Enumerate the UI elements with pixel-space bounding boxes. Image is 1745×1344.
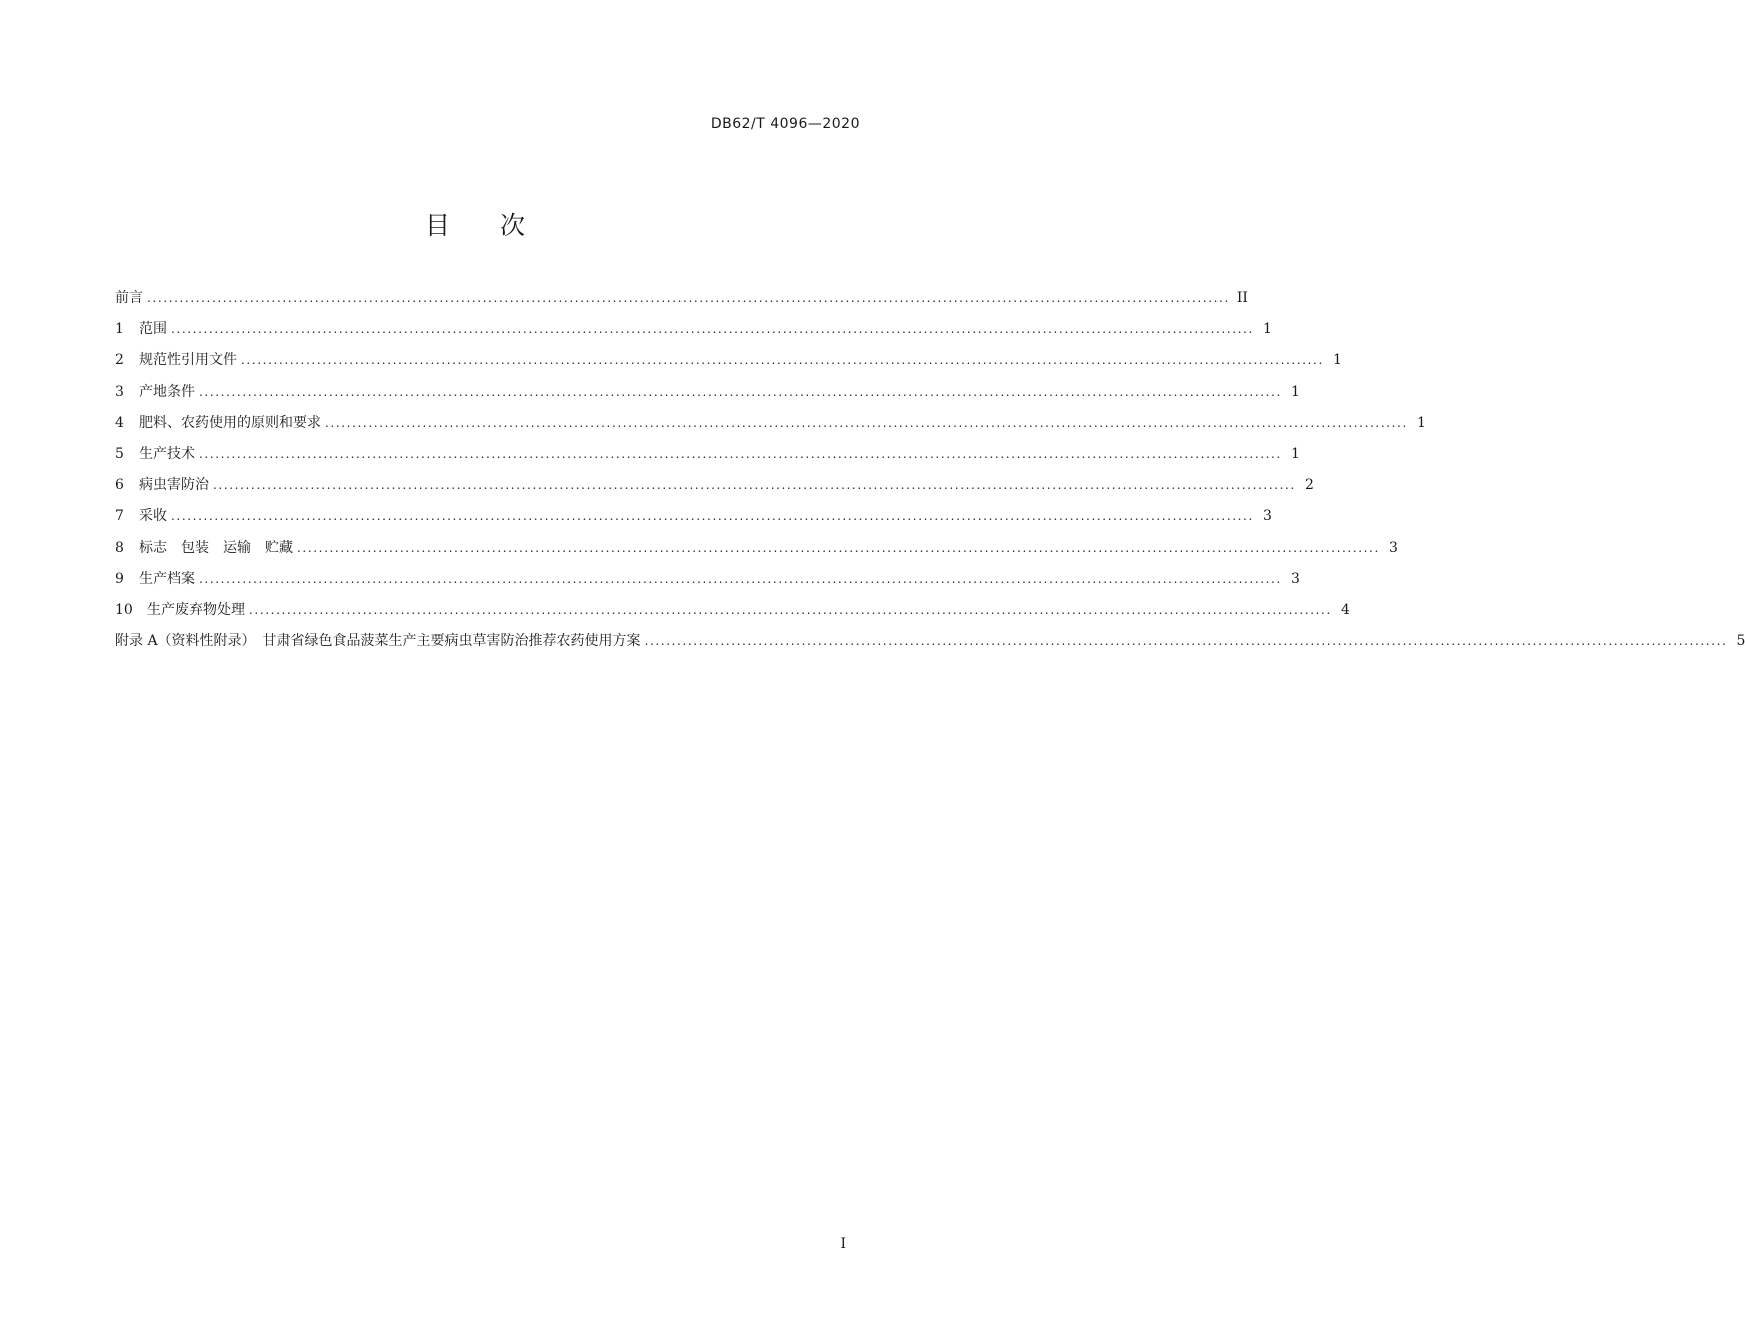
toc-entry-number: 2 [115,352,124,369]
toc-entry-3[interactable] [115,380,1300,411]
toc-entry-text: 肥料、农药使用的原则和要求 [139,414,321,431]
toc-entry-page: 5 [1736,633,1745,650]
toc-entry-text: 病虫害防治 [139,477,209,494]
toc-entry-text: 附录 A（资料性附录） 甘肃省绿色食品菠菜生产主要病虫草害防治推荐农药使用方案 [115,633,641,650]
toc-leader-dots: ........................................................................................................................................................................................................ [644,634,1728,649]
toc-entry-text: 生产技术 [139,445,195,462]
toc-entry-1[interactable] [115,317,1272,348]
toc-entry-8[interactable] [115,536,1398,567]
toc-entry-text: 标志 包装 运输 贮藏 [139,539,293,556]
toc-entry-number: 4 [115,414,124,431]
toc-leader-dots: ........................................................................................................................................................................................................ [249,602,1332,617]
toc-entry-number: 6 [115,477,124,494]
toc-entry-9[interactable] [115,567,1300,598]
page-title: 目 次 [424,211,525,240]
toc-entry-page: 1 [1332,352,1342,369]
toc-entry-10[interactable] [115,598,1350,629]
toc-entry-number: 7 [115,508,124,525]
toc-leader-dots: ........................................................................................................................................................................................................ [241,353,1324,368]
toc-entry-text: 生产档案 [139,570,195,587]
toc-leader-dots: ........................................................................................................................................................................................................ [147,291,1230,305]
toc-entry-5[interactable] [115,442,1300,473]
toc-entry-page: 1 [1290,383,1300,400]
toc-entry-text: 产地条件 [139,383,195,400]
toc-entry-number: 3 [115,383,124,400]
toc-leader-dots: ........................................................................................................................................................................................................ [199,446,1282,461]
toc-entry-page: 3 [1388,539,1398,556]
toc-entry-text: 生产废弃物处理 [147,601,245,618]
toc-entry-number: 5 [115,445,124,462]
toc-leader-dots: ........................................................................................................................................................................................................ [213,478,1296,493]
toc-entry-page: 3 [1290,570,1300,587]
toc-entry-text: 采收 [139,508,167,525]
toc-entry-page: 2 [1304,477,1314,494]
toc-entry-page: 1 [1290,445,1300,462]
toc-entry-text: 范围 [139,321,167,338]
toc-entry-text: 规范性引用文件 [139,352,237,369]
toc-entry-page: 1 [1262,321,1272,338]
toc-entry-7[interactable] [115,504,1272,535]
toc-leader-dots: ........................................................................................................................................................................................................ [199,384,1282,399]
standard-code: DB62/T 4096—2020 [710,116,860,132]
toc-entry-2[interactable] [115,348,1342,379]
toc-entry-page: 1 [1416,414,1426,431]
toc-leader-dots: ........................................................................................................................................................................................................ [171,509,1254,524]
toc-entry-page: 3 [1262,508,1272,525]
toc-entry-6[interactable] [115,473,1314,504]
toc-leader-dots: ........................................................................................................................................................................................................ [325,415,1408,430]
toc-entry-text: 前言 [115,290,143,306]
toc-entry-page: 4 [1340,601,1350,618]
toc-entry-number: 9 [115,570,124,587]
table-of-contents [115,286,1745,660]
toc-entry-number: 1 [115,321,124,338]
toc-entry-number: 8 [115,539,124,556]
toc-entry-number: 10 [115,601,133,618]
page-number: I [840,1236,846,1252]
toc-entry-page: II [1236,290,1248,306]
toc-leader-dots: ........................................................................................................................................................................................................ [171,322,1254,337]
toc-entry-foreword[interactable] [115,286,1248,317]
toc-entry-4[interactable] [115,411,1426,442]
toc-leader-dots: ........................................................................................................................................................................................................ [297,540,1380,555]
toc-leader-dots: ........................................................................................................................................................................................................ [199,571,1282,586]
toc-entry-appendix-a[interactable] [115,629,1745,660]
